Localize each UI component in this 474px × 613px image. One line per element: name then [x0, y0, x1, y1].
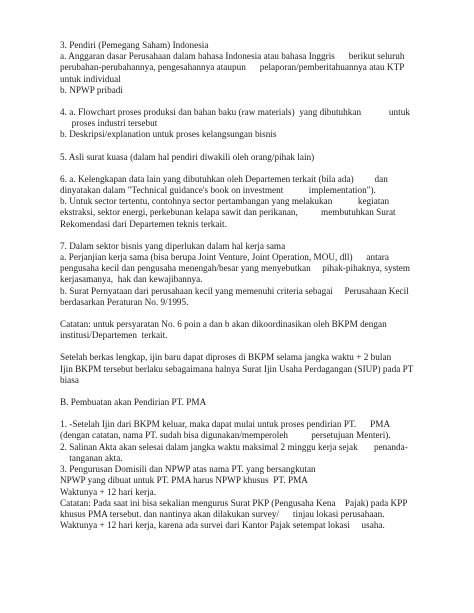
text-line: ekstraksi, sektor energi, perkebunan kelapa sawit dan perikanan, membutuhkan Surat [60, 207, 396, 218]
text-line: khusus PMA tersebut. dan nantinya akan dilakukan survey/ tinjau lokasi perusahaan. [60, 508, 385, 519]
section-kelengkapan-data [60, 174, 430, 230]
section-heading-pma [60, 397, 430, 408]
text-line: berdasarkan Peraturan No. 9/1995. [60, 296, 189, 307]
text-line: b. Untuk sector tertentu, contohnya sector pertambangan yang melakukan kegiatan [60, 196, 390, 207]
text-line: 1. -Setelah Ijin dari BKPM keluar, maka dapat mulai untuk proses pendirian PT. PMA [60, 419, 391, 430]
section-heading: B. Pembuatan akan Pendirian PT. PMA [60, 397, 207, 408]
section-flowchart [60, 107, 430, 141]
text-line: 2. Salinan Akta akan selesai dalam jangka waktu maksimal 2 minggu kerja sejak penanda- [60, 441, 408, 452]
text-line: Catatan: untuk persyaratan No. 6 poin a dan b akan dikoordinasikan oleh BKPM dengan [60, 319, 387, 330]
text-line: biasa [60, 374, 79, 385]
text-line: tanganan akta. [60, 452, 123, 463]
text-line: dinyatakan dalam "Technical guidance's book on investment implementation"). [60, 185, 376, 196]
section-surat-kuasa [60, 152, 430, 163]
text-line: b. NPWP pribadi [60, 84, 123, 95]
section-kerja-sama [60, 241, 430, 308]
text-line: 6. a. Kelengkapan data lain yang dibutuhkan oleh Departemen terkait (bila ada) dan [60, 173, 388, 184]
text-line: 5. Asli surat kuasa (dalam hal pendiri diwakili oleh orang/pihak lain) [60, 151, 315, 162]
text-line: Ijin BKPM tersebut berlaku sebagaimana halnya Surat Ijin Usaha Perdagangan (SIUP) pada PT [60, 363, 414, 374]
section-pendirian-steps [60, 419, 430, 531]
text-line: 4. a. Flowchart proses produksi dan bahan baku (raw materials) yang dibutuhkan untuk [60, 107, 410, 118]
text-line: Rekomendasi dari Departemen teknis terkait. [60, 218, 227, 229]
text-line: proses industri tersebut [60, 118, 158, 129]
text-line: a. Perjanjian kerja sama (bisa berupa Joint Venture, Joint Operation, MOU, dll) antara [60, 252, 389, 263]
section-berkas-lengkap [60, 352, 430, 386]
text-line: Waktunya + 12 hari kerja, karena ada survei dari Kantor Pajak setempat lokasi usaha. [60, 520, 385, 531]
text-line: Catatan: Pada saat ini bisa sekalian mengurus Surat PKP (Pengusaha Kena Pajak) pada KPP [60, 497, 408, 508]
text-line: kerjasamanya, hak dan kewajibannya. [60, 274, 203, 285]
text-line: 7. Dalam sektor bisnis yang diperlukan dalam hal kerja sama [60, 240, 286, 251]
text-line: Waktunya + 12 hari kerja. [60, 486, 157, 497]
text-line: a. Anggaran dasar Perusahaan dalam bahasa Indonesia atau bahasa Inggris berikut seluruh [60, 51, 405, 62]
text-line: b. Deskripsi/explanation untuk proses kelangsungan bisnis [60, 129, 277, 140]
text-line: (dengan catatan, nama PT. sudah bisa digunakan/memperoleh persetujuan Menteri). [60, 430, 391, 441]
text-line: pengusaha kecil dan pengusaha menengah/besar yang menyebutkan pihak-pihaknya, system [60, 263, 411, 274]
text-line: 3. Pengurusan Domisili dan NPWP atas nama PT. yang bersangkutan [60, 464, 316, 475]
text-line: untuk individual [60, 73, 121, 84]
text-line: institusi/Departemen terkait. [60, 330, 168, 341]
text-line: NPWP yang dibuat untuk PT. PMA harus NPWP khusus PT. PMA [60, 475, 308, 486]
text-line: Setelah berkas lengkap, ijin baru dapat diproses di BKPM selama jangka waktu + 2 bulan [60, 352, 392, 363]
text-line: b. Surat Pernyataan dari perusahaan kecil yang memenuhi criteria sebagai Perusahaan Kecil [60, 285, 409, 296]
section-catatan-bkpm [60, 319, 430, 341]
text-line: 3. Pendiri (Pemegang Saham) Indonesia [60, 40, 209, 50]
text-line: perubahan-perubahannya, pengesahannya ataupun pelaporan/pemberitahuannya atau KTP [60, 62, 405, 73]
section-pendiri [60, 40, 430, 96]
